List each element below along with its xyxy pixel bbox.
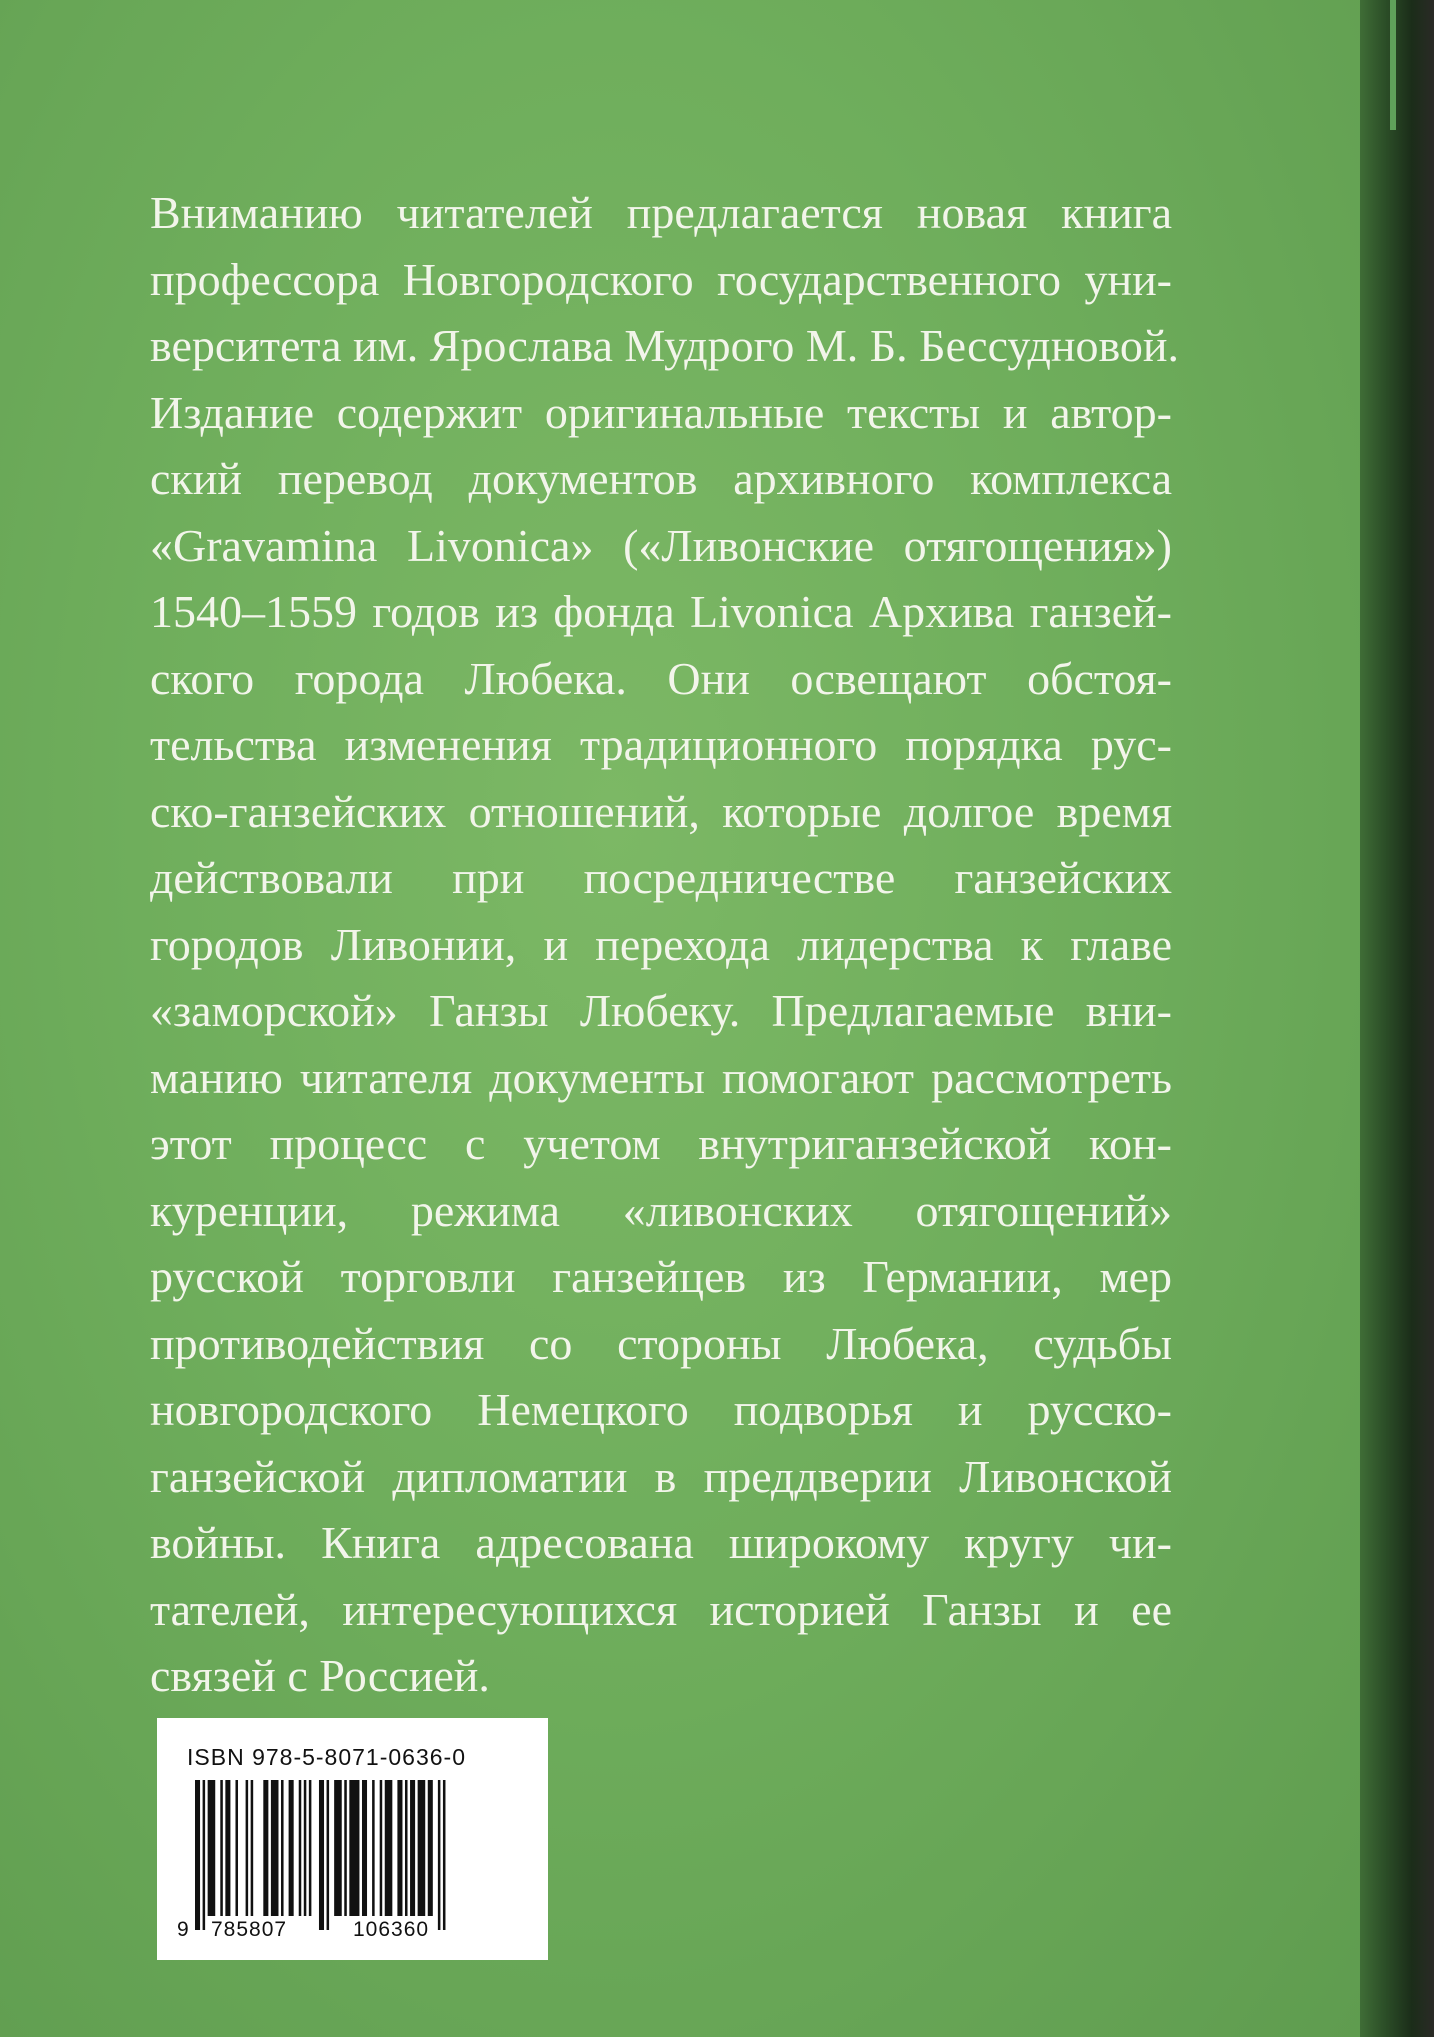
- barcode-image: [191, 1780, 511, 1930]
- description-line: этот процесс с учетом внутриганзейской кон-: [150, 1118, 1172, 1169]
- description-line: войны. Книга адресована широкому кругу чи-: [150, 1517, 1172, 1568]
- book-description: [150, 180, 1180, 1710]
- barcode-bar: [443, 1780, 446, 1930]
- description-line: Вниманию читателей предлагается новая книга: [150, 187, 1172, 238]
- barcode-bar: [418, 1780, 426, 1916]
- barcode-bar: [304, 1780, 307, 1916]
- barcode-bar: [372, 1780, 375, 1916]
- description-line: новгородского Немецкого подворья и русско-: [150, 1384, 1172, 1435]
- description-line: ско-ганзейских отношений, которые долгое время: [150, 785, 1172, 837]
- barcode-bar: [246, 1780, 249, 1916]
- barcode-bar: [319, 1780, 324, 1930]
- description-line: противодействия со стороны Любека, судьбы: [150, 1317, 1172, 1369]
- spine-highlight: [1390, 0, 1396, 130]
- barcode-bar: [362, 1780, 367, 1916]
- description-line: Издание содержит оригинальные тексты и автор-: [150, 386, 1172, 438]
- barcode-bar: [385, 1780, 393, 1916]
- barcode-right-digits: 106360: [353, 1918, 430, 1941]
- barcode-bar: [220, 1780, 223, 1916]
- barcode-bar: [410, 1780, 415, 1916]
- barcode-bar: [281, 1780, 284, 1916]
- barcode-bar: [263, 1780, 268, 1916]
- description-line: манию читателя документы помогают рассмотреть: [150, 1051, 1172, 1103]
- description-line: тельства изменения традиционного порядка рус-: [150, 719, 1172, 770]
- barcode-bar: [334, 1780, 342, 1916]
- description-line: «Gravamina Livonica» («Ливонские отягощения»): [150, 519, 1172, 571]
- barcode-bar: [225, 1780, 230, 1916]
- description-line: ганзейской дипломатии в преддверии Ливонской: [150, 1450, 1172, 1502]
- description-line: «заморской» Ганзы Любеку. Предлагаемые вни-: [150, 985, 1172, 1036]
- barcode-bar: [251, 1780, 254, 1916]
- isbn-barcode-label: [157, 1718, 548, 1960]
- barcode-bar: [195, 1780, 200, 1930]
- barcode-bar: [203, 1780, 206, 1930]
- barcode-bar: [397, 1780, 402, 1916]
- description-line: верситета им. Ярослава Мудрого М. Б. Бессудновой.: [150, 320, 1180, 371]
- barcode-bar: [349, 1780, 359, 1916]
- description-line: профессора Новгородского государственного уни-: [150, 253, 1172, 305]
- barcode-bar: [438, 1780, 441, 1930]
- barcode-first-digit: 9: [177, 1918, 190, 1941]
- book-spine-edge: [1360, 0, 1434, 2037]
- description-line: связей с Россией.: [150, 1650, 490, 1701]
- barcode-bar: [327, 1780, 330, 1930]
- description-line: городов Ливонии, и перехода лидерства к главе: [150, 918, 1172, 970]
- barcode-bar: [380, 1780, 383, 1916]
- description-line: куренции, режима «ливонских отягощений»: [150, 1184, 1172, 1236]
- barcode-bar: [289, 1780, 294, 1916]
- description-line: ского города Любека. Они освещают обстоя-: [150, 652, 1172, 704]
- description-line: 1540–1559 годов из фонда Livonica Архива ганзей-: [150, 586, 1172, 637]
- barcode-bar: [299, 1780, 302, 1916]
- barcode-bar: [235, 1780, 238, 1916]
- description-line: тателей, интересующихся историей Ганзы и ее: [150, 1583, 1172, 1635]
- barcode-bar: [309, 1780, 312, 1916]
- barcode-bar: [271, 1780, 279, 1916]
- description-line: русской торговли ганзейцев из Германии, мер: [150, 1251, 1172, 1302]
- barcode-bar: [208, 1780, 216, 1916]
- barcode-left-digits: 785807: [211, 1918, 288, 1941]
- description-line: ский перевод документов архивного комплекса: [150, 453, 1172, 504]
- barcode-bar: [428, 1780, 433, 1916]
- isbn-number: ISBN 978-5-8071-0636-0: [187, 1744, 466, 1770]
- description-line: действовали при посредничестве ганзейских: [150, 852, 1172, 903]
- barcode-bar: [344, 1780, 347, 1916]
- barcode-bar: [405, 1780, 408, 1916]
